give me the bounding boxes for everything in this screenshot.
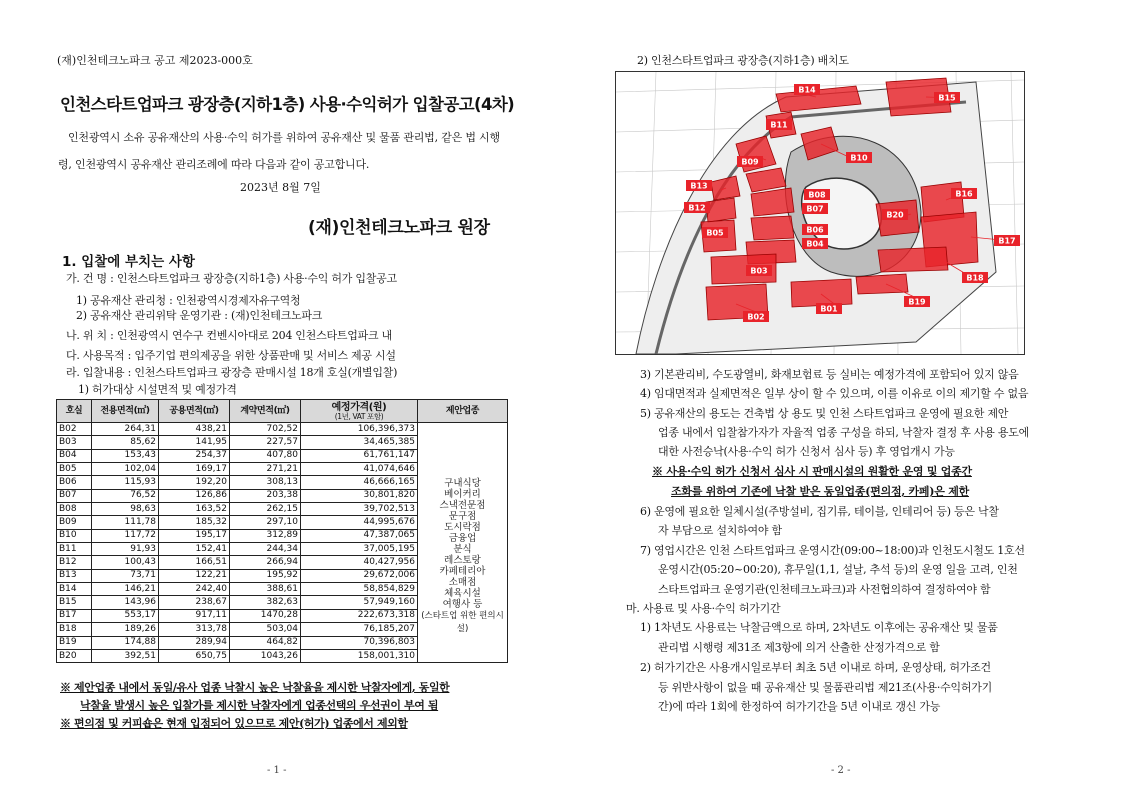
item-ga-2: 2) 공유재산 관리위탁 운영기관 : (재)인천테크노파크 [76,309,323,322]
cell-common-area: 152,41 [159,543,230,556]
cell-exclusive-area: 264,31 [92,423,159,436]
cell-exclusive-area: 174,88 [92,636,159,649]
purpose-item: 베이커리 [444,488,481,500]
cell-common-area: 122,21 [159,569,230,582]
cell-price: 41,074,646 [301,463,418,476]
purpose-item: 분식 [453,543,472,555]
cell-price: 39,702,513 [301,503,418,516]
cell-contract-area: 297,10 [230,516,301,529]
col-price-label: 예정가격(원) [331,401,387,413]
cell-common-area: 192,20 [159,476,230,489]
table-row [57,423,508,436]
cell-price: 158,001,310 [301,649,418,662]
cell-price: 46,666,165 [301,476,418,489]
cell-exclusive-area: 553,17 [92,609,159,622]
cell-price: 70,396,803 [301,636,418,649]
p2-item-7-cont-a: 운영시간(05:20~00:20), 휴무일(1,1, 설날, 추석 등)의 운영 일을 고려, 인천 [658,563,1018,576]
col-price-sub: (1년, VAT 포함) [334,411,384,421]
cell-price: 76,185,207 [301,623,418,636]
cell-room: B09 [57,516,92,529]
purpose-item: 여행사 등 [442,598,483,610]
item-ga-1: 1) 공유재산 관리청 : 인천광역시경제자유구역청 [76,294,301,307]
cell-exclusive-area: 143,96 [92,596,159,609]
cell-contract-area: 312,89 [230,529,301,542]
cell-room: B12 [57,556,92,569]
p2-item-7-cont-b: 스타트업파크 운영기관(인천테크노파크)과 사전협의하여 결정하여야 함 [658,583,991,596]
p2-note-restriction: ※ 사용·수익 허가 신청서 심사 시 판매시설의 원활한 운영 및 업종간 [652,465,972,478]
cell-price: 34,465,385 [301,436,418,449]
p2-ma-2-cont-a: 등 위반사항이 없을 때 공유재산 및 물품관리법 제21조(사용·수익허가기 [658,681,993,694]
cell-room: B11 [57,543,92,556]
cell-price: 61,761,147 [301,449,418,462]
cell-contract-area: 702,52 [230,423,301,436]
p2-ma-2: 2) 허가기간은 사용개시일로부터 최초 5년 이내로 하며, 운영상태, 허가조건 [640,661,991,674]
cell-contract-area: 464,82 [230,636,301,649]
map-label-b18: B18 [966,273,984,283]
section-1-title: 1. 입찰에 부치는 사항 [62,254,195,270]
page-number-2: - 2 - [831,765,851,776]
cell-exclusive-area: 115,93 [92,476,159,489]
cell-common-area: 242,40 [159,583,230,596]
cell-exclusive-area: 153,43 [92,449,159,462]
p2-ma-2-cont-b: 간)에 따라 1회에 한정하여 허가기간을 5년 이내로 갱신 가능 [658,700,941,713]
cell-exclusive-area: 73,71 [92,569,159,582]
cell-contract-area: 266,94 [230,556,301,569]
cell-common-area: 313,78 [159,623,230,636]
cell-common-area: 438,21 [159,423,230,436]
cell-common-area: 163,52 [159,503,230,516]
cell-contract-area: 195,92 [230,569,301,582]
purpose-note: (스타트업 위한 편의시설) [421,610,504,634]
cell-room: B10 [57,529,92,542]
note-2: ※ 편의점 및 커피숍은 현재 입점되어 있으므로 제안(허가) 업종에서 제외함 [60,717,408,730]
map-label-b11: B11 [770,120,788,130]
p2-ma-1-cont: 관리법 시행령 제31조 제3항에 의거 산출한 산정가격으로 함 [658,641,940,654]
shop-b06 [751,216,794,240]
p2-item-6: 6) 운영에 필요한 일체시설(주방설비, 집기류, 테이블, 인테리어 등) 등은 낙찰 [640,505,999,518]
col-common-area: 공용면적(㎡) [159,400,230,423]
cell-room: B08 [57,503,92,516]
map-label-b07: B07 [806,204,824,214]
facility-table [56,399,508,663]
cell-price: 30,801,820 [301,489,418,502]
map-label-b04: B04 [806,239,824,249]
shop-b01 [791,279,852,307]
cell-room: B05 [57,463,92,476]
floor-plan-svg [616,72,1024,354]
cell-exclusive-area: 392,51 [92,649,159,662]
map-label-b05: B05 [706,228,724,238]
p2-item-5-cont-a: 업종 내에서 입찰참가자가 자율적 업종 구성을 하되, 낙찰자 결정 후 사용 용도에 [658,426,1029,439]
cell-common-area: 126,86 [159,489,230,502]
note-1-cont: 낙찰율 발생시 높은 입찰가를 제시한 낙찰자에게 업종선택의 우선권이 부여 됨 [80,699,439,712]
col-exclusive-area: 전용면적(㎡) [92,400,159,423]
item-da: 다. 사용목적 : 입주기업 편의제공을 위한 상품판매 및 서비스 제공 시설 [66,349,396,362]
cell-contract-area: 271,21 [230,463,301,476]
cell-price: 58,854,829 [301,583,418,596]
cell-room: B19 [57,636,92,649]
purpose-item: 도시락점 [444,521,481,533]
p2-item-5-cont-b: 대한 사전승낙(사용·수익 허가 신청서 심사 등) 후 영업개시 가능 [658,445,955,458]
purpose-item: 금융업 [448,532,477,544]
item-ra: 라. 입찰내용 : 인천스타트업파크 광장층 판매시설 18개 호실(개별입찰) [66,366,398,379]
item-ga: 가. 건 명 : 인천스타트업파크 광장층(지하1층) 사용·수익 허가 입찰공고 [66,272,397,285]
cell-exclusive-area: 76,52 [92,489,159,502]
cell-common-area: 650,75 [159,649,230,662]
cell-common-area: 195,17 [159,529,230,542]
map-label-b06: B06 [806,225,824,235]
cell-contract-area: 503,04 [230,623,301,636]
col-price [301,400,418,423]
cell-room: B20 [57,649,92,662]
cell-contract-area: 407,80 [230,449,301,462]
p2-item-7: 7) 영업시간은 인천 스타트업파크 운영시간(09:00~18:00)과 인천도시철도 1호선 [640,544,1025,557]
cell-price: 37,005,195 [301,543,418,556]
cell-common-area: 289,94 [159,636,230,649]
map-label-b08: B08 [808,190,826,200]
p2-ma-1: 1) 1차년도 사용료는 낙찰금액으로 하며, 2차년도 이후에는 공유재산 및 물품 [640,621,998,634]
cell-exclusive-area: 85,62 [92,436,159,449]
cell-contract-area: 382,63 [230,596,301,609]
p2-item-6-cont: 자 부담으로 설치하여야 함 [658,524,782,537]
item-ra-1: 1) 허가대상 시설면적 및 예정가격 [78,383,237,396]
p2-item-5: 5) 공유재산의 용도는 건축법 상 용도 및 인천 스타트업파크 운영에 필요한 제안 [640,407,1009,420]
cell-room: B13 [57,569,92,582]
announcement-date: 2023년 8월 7일 [240,181,321,194]
purpose-item: 구내식당 [444,477,481,489]
purpose-item: 스낵전문점 [439,499,486,511]
shop-b12 [706,198,736,222]
purpose-item: 카페테리아 [439,565,486,577]
cell-room: B03 [57,436,92,449]
floor-plan-map [615,71,1025,355]
cell-contract-area: 203,38 [230,489,301,502]
cell-price: 57,949,160 [301,596,418,609]
purpose-item: 문구점 [448,510,477,522]
col-contract-area: 계약면적(㎡) [230,400,301,423]
note-1: ※ 제안업종 내에서 동일/유사 업종 낙찰시 높은 낙찰율을 제시한 낙찰자에게, 동일한 [60,681,450,694]
cell-room: B14 [57,583,92,596]
p2-item-4: 4) 임대면적과 실제면적은 일부 상이 할 수 있으며, 이를 이유로 이의 제기할 수 없음 [640,387,1029,400]
signer: (재)인천테크노파크 원장 [308,218,490,238]
cell-contract-area: 308,13 [230,476,301,489]
cell-exclusive-area: 117,72 [92,529,159,542]
map-label-b09: B09 [741,157,759,167]
cell-common-area: 254,37 [159,449,230,462]
map-label-b20: B20 [886,210,904,220]
cell-common-area: 185,32 [159,516,230,529]
cell-exclusive-area: 91,93 [92,543,159,556]
map-label-b16: B16 [955,189,973,199]
cell-exclusive-area: 111,78 [92,516,159,529]
cell-common-area: 169,17 [159,463,230,476]
cell-price: 106,396,373 [301,423,418,436]
col-purpose: 제안업종 [418,400,508,423]
cell-common-area: 141,95 [159,436,230,449]
cell-room: B15 [57,596,92,609]
cell-purpose [418,423,508,663]
map-label-b14: B14 [798,85,816,95]
cell-common-area: 166,51 [159,556,230,569]
intro-paragraph: 인천광역시 소유 공유재산의 사용·수익 허가를 위하여 공유재산 및 물품 관리법, 같은 법 시행령, 인천광역시 공유재산 관리조례에 따라 다음과 같이 공고합니다. [58,131,500,171]
map-label-b12: B12 [688,203,706,213]
col-room: 호실 [57,400,92,423]
map-label-b10: B10 [850,153,868,163]
map-label-b02: B02 [747,312,765,322]
cell-contract-area: 227,57 [230,436,301,449]
purpose-item: 소매점 [448,576,477,588]
cell-price: 222,673,318 [301,609,418,622]
cell-room: B17 [57,609,92,622]
item-na: 나. 위 치 : 인천광역시 연수구 컨벤시아대로 204 인천스타트업파크 내 [66,329,392,342]
cell-exclusive-area: 146,21 [92,583,159,596]
cell-contract-area: 388,61 [230,583,301,596]
map-label-b19: B19 [908,297,926,307]
cell-exclusive-area: 98,63 [92,503,159,516]
map-label-b03: B03 [750,266,768,276]
cell-price: 44,995,676 [301,516,418,529]
map-label-b01: B01 [820,304,838,314]
document-title: 인천스타트업파크 광장층(지하1층) 사용·수익허가 입찰공고(4차) [60,95,515,114]
shop-b18 [878,247,948,272]
map-label-b17: B17 [998,236,1016,246]
cell-contract-area: 262,15 [230,503,301,516]
cell-room: B07 [57,489,92,502]
cell-room: B02 [57,423,92,436]
cell-price: 40,427,956 [301,556,418,569]
p2-section-ma: 마. 사용료 및 사용·수익 허가기간 [626,602,781,615]
cell-contract-area: 1043,26 [230,649,301,662]
shop-b19 [856,274,908,294]
cell-common-area: 238,67 [159,596,230,609]
map-label-b13: B13 [690,181,708,191]
p2-item-3: 3) 기본관리비, 수도광열비, 화재보험료 등 실비는 예정가격에 포함되어 있지 않음 [640,368,1019,381]
cell-common-area: 917,11 [159,609,230,622]
announcement-number: (재)인천테크노파크 공고 제2023-000호 [57,54,253,67]
cell-room: B18 [57,623,92,636]
cell-price: 29,672,006 [301,569,418,582]
cell-exclusive-area: 189,26 [92,623,159,636]
purpose-item: 체육시설 [444,587,481,599]
purpose-item: 레스토랑 [444,554,481,566]
map-title: 2) 인천스타트업파크 광장층(지하1층) 배치도 [637,54,849,67]
page-number-1: - 1 - [267,765,287,776]
cell-exclusive-area: 100,43 [92,556,159,569]
cell-contract-area: 244,34 [230,543,301,556]
p2-note-restriction-cont: 조화를 위하여 기존에 낙찰 받은 동일업종(편의점, 카페)은 제한 [671,485,969,498]
cell-contract-area: 1470,28 [230,609,301,622]
cell-exclusive-area: 102,04 [92,463,159,476]
cell-room: B04 [57,449,92,462]
cell-price: 47,387,065 [301,529,418,542]
map-label-b15: B15 [938,93,956,103]
cell-room: B06 [57,476,92,489]
